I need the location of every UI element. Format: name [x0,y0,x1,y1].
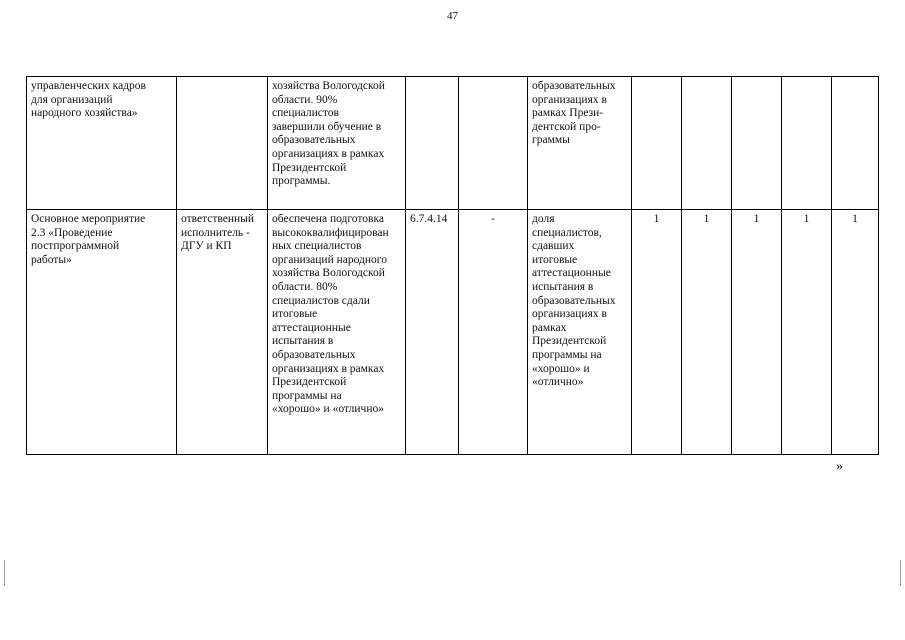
program-table [26,76,879,455]
cell-value [682,77,732,210]
cell-expected-result: хозяйства Вологодской области. 90% специалистов завершили обучение в образовательных организациях в рамках Президентской программы. [268,77,406,210]
table-row [27,77,879,210]
scan-edge-mark [900,560,901,586]
cell-value [832,77,879,210]
cell-code [406,77,459,210]
cell-event-name: Основное мероприятие 2.3 «Проведение постпрограммной работы» [27,210,177,455]
cell-event-name: управленческих кадров для организаций народного хозяйства» [27,77,177,210]
cell-dash [459,77,528,210]
cell-executor: ответственный исполнитель - ДГУ и КП [177,210,268,455]
cell-value [632,77,682,210]
table-row [27,210,879,455]
cell-indicator: доля специалистов, сдавших итоговые аттестационные испытания в образовательных организациях в рамках Президентской программы на «хорошо» и «отлично» [528,210,632,455]
closing-quote: » [836,459,843,474]
cell-value: 1 [682,210,732,455]
cell-value: 1 [782,210,832,455]
cell-value [782,77,832,210]
cell-value: 1 [832,210,879,455]
cell-executor [177,77,268,210]
cell-value [732,77,782,210]
cell-value: 1 [732,210,782,455]
cell-code: 6.7.4.14 [406,210,459,455]
cell-value: 1 [632,210,682,455]
scan-edge-mark [4,560,5,586]
cell-indicator: образовательных организациях в рамках Прези- дентской про- граммы [528,77,632,210]
cell-expected-result: обеспечена подготовка высококвалифицирован ных специалистов организаций народного хозяйства Вологодской области. 80% специалистов сдали итоговые аттестационные испытания в образовательных организациях в рамках Президентской программы на «хорошо» и «отлично» [268,210,406,455]
page-number: 47 [447,10,458,22]
cell-dash: - [459,210,528,455]
